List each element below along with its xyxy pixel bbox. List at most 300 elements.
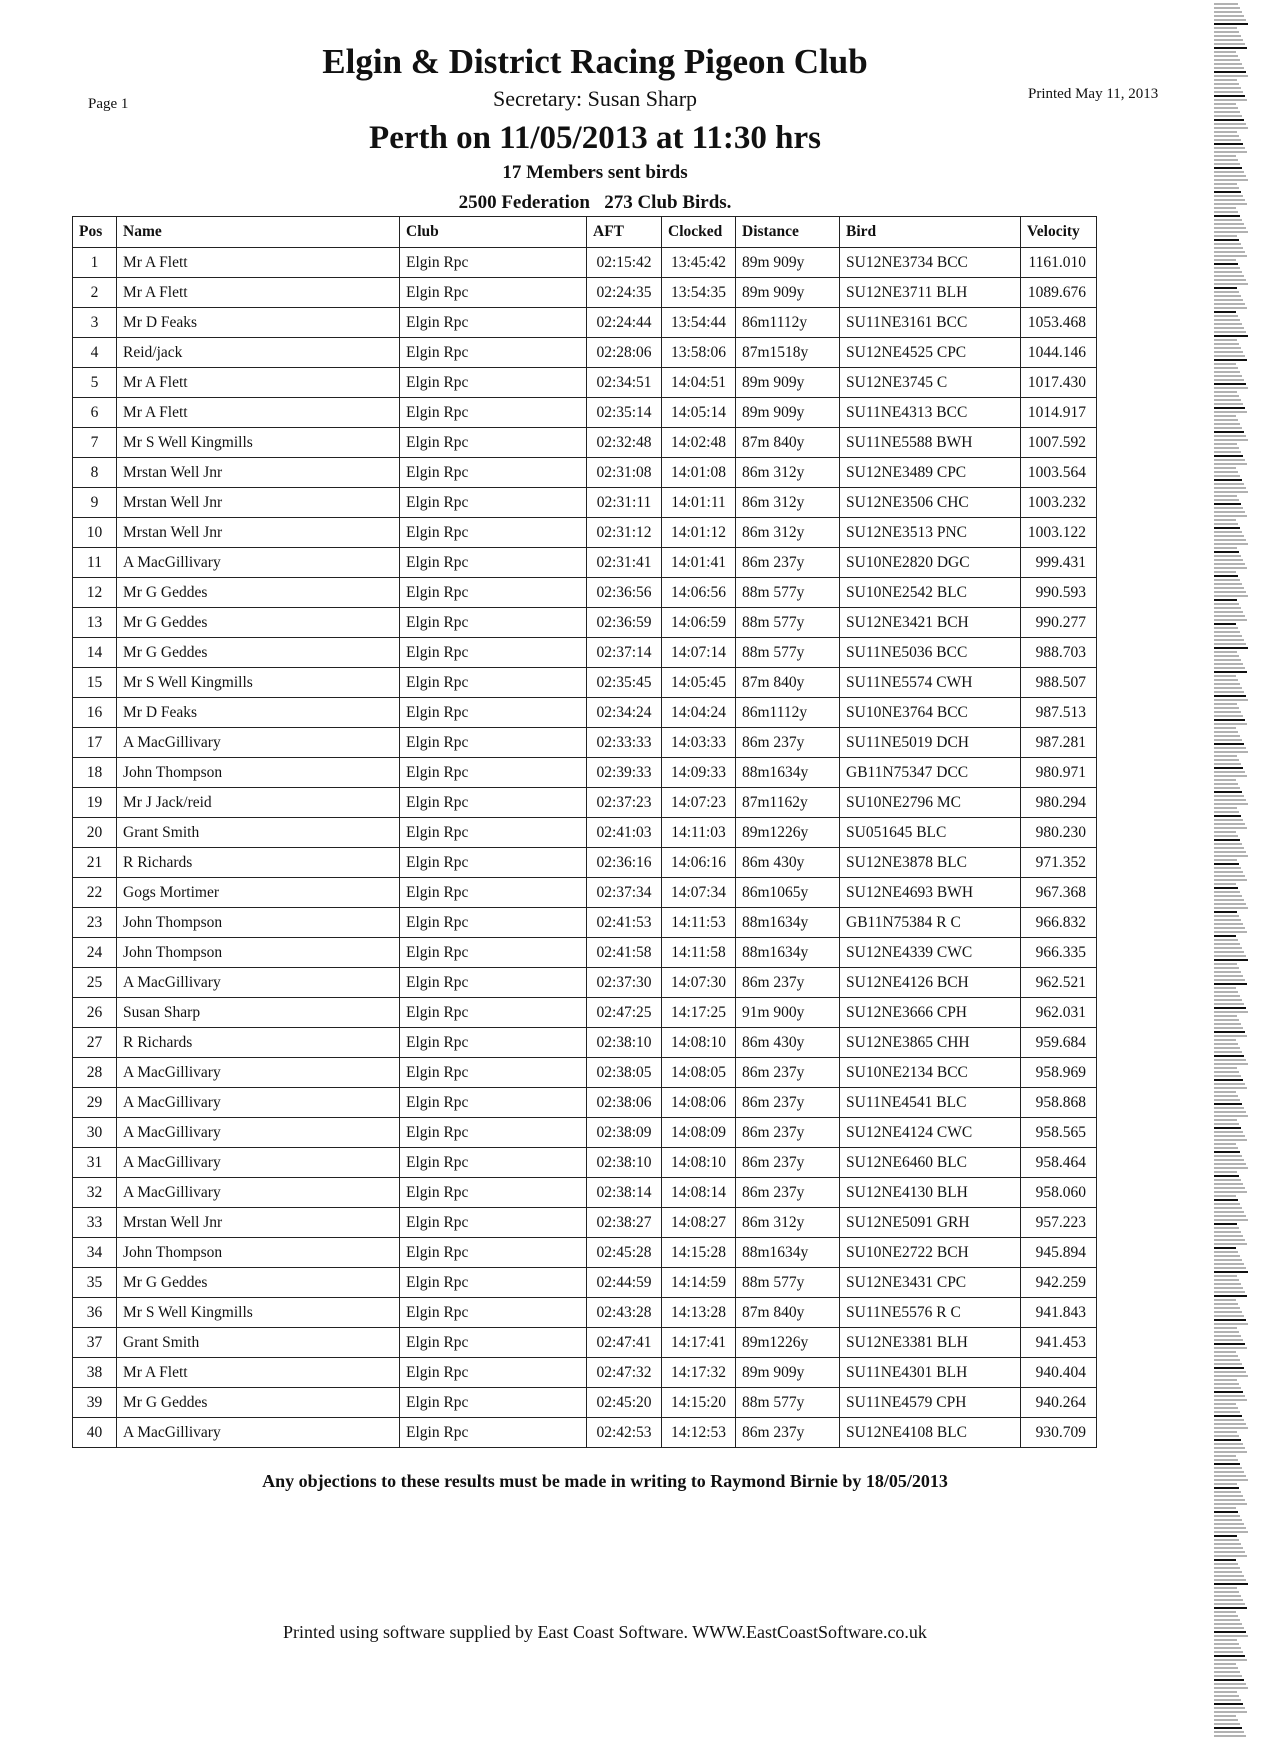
cell-pos: 6 [73,398,117,428]
cell-bird: SU12NE3865 CHH [840,1028,1021,1058]
cell-distance: 89m 909y [736,1358,840,1388]
cell-velocity: 962.031 [1021,998,1097,1028]
cell-clocked: 14:08:27 [662,1208,736,1238]
cell-clocked: 14:11:03 [662,818,736,848]
cell-pos: 19 [73,788,117,818]
cell-pos: 12 [73,578,117,608]
cell-velocity: 958.868 [1021,1088,1097,1118]
cell-clocked: 14:01:11 [662,488,736,518]
cell-velocity: 959.684 [1021,1028,1097,1058]
cell-aft: 02:42:53 [587,1418,662,1448]
cell-bird: SU12NE4126 BCH [840,968,1021,998]
table-row [73,278,1097,308]
cell-clocked: 14:05:45 [662,668,736,698]
cell-aft: 02:43:28 [587,1298,662,1328]
members-line: 17 Members sent birds [502,162,688,183]
cell-aft: 02:37:23 [587,788,662,818]
club-title: Elgin & District Racing Pigeon Club [322,42,868,81]
cell-aft: 02:37:14 [587,638,662,668]
table-row [73,938,1097,968]
cell-clocked: 14:15:28 [662,1238,736,1268]
header-velocity: Velocity [1021,217,1097,248]
cell-club: Elgin Rpc [400,1118,587,1148]
cell-name: Susan Sharp [117,998,400,1028]
cell-distance: 88m1634y [736,758,840,788]
cell-clocked: 14:08:09 [662,1118,736,1148]
cell-aft: 02:38:10 [587,1148,662,1178]
cell-distance: 86m 237y [736,728,840,758]
table-header-row [73,217,1097,248]
cell-velocity: 941.843 [1021,1298,1097,1328]
cell-bird: SU11NE3161 BCC [840,308,1021,338]
cell-aft: 02:15:42 [587,248,662,278]
cell-velocity: 988.703 [1021,638,1097,668]
cell-bird: SU12NE6460 BLC [840,1148,1021,1178]
cell-distance: 88m 577y [736,578,840,608]
cell-aft: 02:33:33 [587,728,662,758]
cell-name: Mr J Jack/reid [117,788,400,818]
cell-bird: SU11NE5036 BCC [840,638,1021,668]
cell-clocked: 14:05:14 [662,398,736,428]
cell-distance: 88m 577y [736,638,840,668]
cell-name: Mr G Geddes [117,1268,400,1298]
cell-pos: 36 [73,1298,117,1328]
cell-velocity: 1044.146 [1021,338,1097,368]
cell-clocked: 14:17:41 [662,1328,736,1358]
cell-clocked: 14:09:33 [662,758,736,788]
cell-distance: 88m1634y [736,908,840,938]
cell-pos: 13 [73,608,117,638]
table-row [73,248,1097,278]
cell-pos: 39 [73,1388,117,1418]
cell-clocked: 14:06:56 [662,578,736,608]
cell-aft: 02:38:27 [587,1208,662,1238]
cell-velocity: 971.352 [1021,848,1097,878]
cell-name: Mr G Geddes [117,1388,400,1418]
cell-clocked: 14:08:10 [662,1028,736,1058]
cell-bird: SU11NE5574 CWH [840,668,1021,698]
cell-name: Mr G Geddes [117,578,400,608]
cell-clocked: 14:08:14 [662,1178,736,1208]
cell-pos: 23 [73,908,117,938]
table-row [73,1358,1097,1388]
cell-clocked: 14:15:20 [662,1388,736,1418]
cell-clocked: 14:17:25 [662,998,736,1028]
cell-aft: 02:47:32 [587,1358,662,1388]
cell-name: John Thompson [117,758,400,788]
cell-pos: 4 [73,338,117,368]
cell-pos: 10 [73,518,117,548]
table-row [73,1028,1097,1058]
table-row [73,1298,1097,1328]
cell-velocity: 966.335 [1021,938,1097,968]
cell-name: Mr D Feaks [117,698,400,728]
cell-bird: SU11NE5019 DCH [840,728,1021,758]
cell-pos: 21 [73,848,117,878]
table-row [73,818,1097,848]
cell-aft: 02:41:03 [587,818,662,848]
cell-velocity: 980.971 [1021,758,1097,788]
cell-clocked: 14:07:30 [662,968,736,998]
cell-distance: 88m1634y [736,1238,840,1268]
cell-club: Elgin Rpc [400,1148,587,1178]
cell-distance: 86m 237y [736,1058,840,1088]
table-row [73,848,1097,878]
cell-aft: 02:38:09 [587,1118,662,1148]
cell-aft: 02:45:28 [587,1238,662,1268]
cell-club: Elgin Rpc [400,488,587,518]
cell-distance: 89m 909y [736,278,840,308]
cell-velocity: 942.259 [1021,1268,1097,1298]
cell-distance: 86m1112y [736,698,840,728]
cell-bird: SU12NE4693 BWH [840,878,1021,908]
cell-velocity: 1053.468 [1021,308,1097,338]
cell-distance: 86m 237y [736,1118,840,1148]
race-title: Perth on 11/05/2013 at 11:30 hrs [369,120,821,156]
cell-distance: 86m 312y [736,488,840,518]
cell-distance: 87m1162y [736,788,840,818]
table-row [73,608,1097,638]
cell-pos: 7 [73,428,117,458]
cell-velocity: 958.565 [1021,1118,1097,1148]
table-row [73,518,1097,548]
cell-clocked: 14:08:05 [662,1058,736,1088]
cell-aft: 02:35:45 [587,668,662,698]
cell-bird: SU12NE3878 BLC [840,848,1021,878]
table-row [73,1418,1097,1448]
cell-club: Elgin Rpc [400,338,587,368]
page-number: Page 1 [88,96,129,112]
cell-clocked: 13:45:42 [662,248,736,278]
cell-bird: SU11NE5576 R C [840,1298,1021,1328]
cell-name: Grant Smith [117,818,400,848]
cell-pos: 15 [73,668,117,698]
cell-name: Grant Smith [117,1328,400,1358]
cell-velocity: 941.453 [1021,1328,1097,1358]
cell-club: Elgin Rpc [400,278,587,308]
cell-clocked: 14:01:41 [662,548,736,578]
cell-distance: 88m1634y [736,938,840,968]
cell-pos: 37 [73,1328,117,1358]
cell-name: A MacGillivary [117,1148,400,1178]
objections-note: Any objections to these results must be made in writing to Raymond Birnie by 18/05/2013 [262,1471,948,1491]
cell-name: Mrstan Well Jnr [117,1208,400,1238]
cell-velocity: 1007.592 [1021,428,1097,458]
cell-velocity: 987.281 [1021,728,1097,758]
cell-bird: SU10NE2796 MC [840,788,1021,818]
cell-bird: SU11NE4579 CPH [840,1388,1021,1418]
table-row [73,758,1097,788]
cell-velocity: 958.969 [1021,1058,1097,1088]
cell-distance: 86m 237y [736,968,840,998]
cell-distance: 87m 840y [736,668,840,698]
cell-club: Elgin Rpc [400,968,587,998]
cell-pos: 20 [73,818,117,848]
cell-aft: 02:35:14 [587,398,662,428]
cell-club: Elgin Rpc [400,578,587,608]
cell-aft: 02:28:06 [587,338,662,368]
table-row [73,578,1097,608]
cell-distance: 88m 577y [736,1268,840,1298]
table-row [73,1328,1097,1358]
cell-pos: 38 [73,1358,117,1388]
table-row [73,488,1097,518]
cell-aft: 02:37:30 [587,968,662,998]
cell-velocity: 945.894 [1021,1238,1097,1268]
cell-bird: SU12NE3745 C [840,368,1021,398]
cell-clocked: 14:12:53 [662,1418,736,1448]
cell-club: Elgin Rpc [400,1178,587,1208]
cell-bird: SU12NE4339 CWC [840,938,1021,968]
cell-name: A MacGillivary [117,968,400,998]
table-row [73,1268,1097,1298]
cell-bird: SU12NE4124 CWC [840,1118,1021,1148]
cell-name: A MacGillivary [117,1118,400,1148]
cell-clocked: 14:06:16 [662,848,736,878]
cell-velocity: 958.060 [1021,1178,1097,1208]
cell-velocity: 988.507 [1021,668,1097,698]
cell-club: Elgin Rpc [400,848,587,878]
cell-velocity: 999.431 [1021,548,1097,578]
cell-club: Elgin Rpc [400,908,587,938]
cell-club: Elgin Rpc [400,1268,587,1298]
cell-name: Mr A Flett [117,278,400,308]
cell-pos: 16 [73,698,117,728]
cell-aft: 02:38:06 [587,1088,662,1118]
table-row [73,638,1097,668]
cell-bird: SU10NE2722 BCH [840,1238,1021,1268]
cell-bird: SU12NE3734 BCC [840,248,1021,278]
cell-club: Elgin Rpc [400,728,587,758]
cell-bird: SU12NE3513 PNC [840,518,1021,548]
cell-club: Elgin Rpc [400,1358,587,1388]
cell-name: John Thompson [117,908,400,938]
cell-clocked: 14:13:28 [662,1298,736,1328]
cell-clocked: 14:07:23 [662,788,736,818]
table-row [73,308,1097,338]
secretary-line: Secretary: Susan Sharp [492,86,698,111]
cell-distance: 88m 577y [736,1388,840,1418]
table-row [73,368,1097,398]
cell-velocity: 980.294 [1021,788,1097,818]
cell-clocked: 14:08:10 [662,1148,736,1178]
cell-pos: 2 [73,278,117,308]
cell-pos: 3 [73,308,117,338]
cell-name: Mrstan Well Jnr [117,458,400,488]
binder-edge [1206,0,1275,1740]
cell-pos: 26 [73,998,117,1028]
cell-velocity: 980.230 [1021,818,1097,848]
cell-pos: 28 [73,1058,117,1088]
cell-club: Elgin Rpc [400,998,587,1028]
cell-distance: 86m 237y [736,548,840,578]
cell-aft: 02:36:56 [587,578,662,608]
cell-bird: SU11NE4541 BLC [840,1088,1021,1118]
cell-club: Elgin Rpc [400,308,587,338]
cell-club: Elgin Rpc [400,938,587,968]
table-row [73,908,1097,938]
cell-distance: 86m1112y [736,308,840,338]
header-distance: Distance [736,217,840,248]
cell-pos: 27 [73,1028,117,1058]
cell-aft: 02:31:41 [587,548,662,578]
cell-distance: 89m1226y [736,1328,840,1358]
cell-aft: 02:47:41 [587,1328,662,1358]
cell-club: Elgin Rpc [400,1028,587,1058]
cell-clocked: 14:07:34 [662,878,736,908]
cell-distance: 86m 312y [736,518,840,548]
cell-distance: 89m1226y [736,818,840,848]
cell-name: A MacGillivary [117,1418,400,1448]
table-row [73,998,1097,1028]
cell-distance: 86m 237y [736,1178,840,1208]
cell-name: A MacGillivary [117,1178,400,1208]
table-row [73,968,1097,998]
cell-aft: 02:38:10 [587,1028,662,1058]
cell-pos: 18 [73,758,117,788]
cell-distance: 86m 430y [736,1028,840,1058]
cell-bird: SU12NE4108 BLC [840,1418,1021,1448]
table-row [73,788,1097,818]
cell-name: Mr S Well Kingmills [117,668,400,698]
cell-aft: 02:31:08 [587,458,662,488]
cell-name: John Thompson [117,938,400,968]
cell-bird: SU11NE5588 BWH [840,428,1021,458]
cell-pos: 25 [73,968,117,998]
cell-aft: 02:31:11 [587,488,662,518]
cell-velocity: 1014.917 [1021,398,1097,428]
cell-bird: SU10NE2134 BCC [840,1058,1021,1088]
cell-bird: SU12NE4525 CPC [840,338,1021,368]
header-name: Name [117,217,400,248]
cell-clocked: 13:58:06 [662,338,736,368]
cell-club: Elgin Rpc [400,1328,587,1358]
cell-aft: 02:44:59 [587,1268,662,1298]
cell-name: Gogs Mortimer [117,878,400,908]
cell-velocity: 930.709 [1021,1418,1097,1448]
cell-club: Elgin Rpc [400,608,587,638]
cell-velocity: 1017.430 [1021,368,1097,398]
cell-clocked: 13:54:35 [662,278,736,308]
table-row [73,1088,1097,1118]
cell-name: Mr A Flett [117,1358,400,1388]
table-row [73,878,1097,908]
cell-club: Elgin Rpc [400,1238,587,1268]
cell-bird: SU12NE3506 CHC [840,488,1021,518]
table-row [73,1238,1097,1268]
cell-club: Elgin Rpc [400,638,587,668]
cell-pos: 35 [73,1268,117,1298]
cell-name: R Richards [117,1028,400,1058]
cell-name: R Richards [117,848,400,878]
cell-distance: 89m 909y [736,248,840,278]
cell-club: Elgin Rpc [400,818,587,848]
cell-distance: 86m 237y [736,1088,840,1118]
software-footer: Printed using software supplied by East Coast Software. WWW.EastCoastSoftware.co.uk [283,1622,927,1642]
cell-pos: 22 [73,878,117,908]
cell-pos: 5 [73,368,117,398]
cell-club: Elgin Rpc [400,1208,587,1238]
cell-aft: 02:38:14 [587,1178,662,1208]
cell-distance: 89m 909y [736,368,840,398]
cell-aft: 02:36:16 [587,848,662,878]
cell-aft: 02:34:24 [587,698,662,728]
table-row [73,548,1097,578]
cell-name: Reid/jack [117,338,400,368]
header-bird: Bird [840,217,1021,248]
cell-pos: 24 [73,938,117,968]
cell-velocity: 958.464 [1021,1148,1097,1178]
cell-name: Mr A Flett [117,248,400,278]
cell-clocked: 14:11:58 [662,938,736,968]
cell-club: Elgin Rpc [400,668,587,698]
cell-club: Elgin Rpc [400,428,587,458]
header-club: Club [400,217,587,248]
cell-aft: 02:38:05 [587,1058,662,1088]
cell-club: Elgin Rpc [400,758,587,788]
cell-distance: 89m 909y [736,398,840,428]
cell-club: Elgin Rpc [400,248,587,278]
cell-velocity: 966.832 [1021,908,1097,938]
cell-name: Mr A Flett [117,368,400,398]
table-row [73,1058,1097,1088]
cell-velocity: 962.521 [1021,968,1097,998]
cell-bird: SU10NE3764 BCC [840,698,1021,728]
cell-name: Mrstan Well Jnr [117,518,400,548]
cell-club: Elgin Rpc [400,788,587,818]
cell-club: Elgin Rpc [400,878,587,908]
cell-aft: 02:24:35 [587,278,662,308]
cell-distance: 87m 840y [736,1298,840,1328]
cell-velocity: 1003.564 [1021,458,1097,488]
cell-clocked: 14:17:32 [662,1358,736,1388]
cell-aft: 02:39:33 [587,758,662,788]
table-row [73,668,1097,698]
cell-clocked: 14:01:12 [662,518,736,548]
table-row [73,1118,1097,1148]
cell-bird: GB11N75347 DCC [840,758,1021,788]
cell-distance: 86m 237y [736,1418,840,1448]
table-row [73,458,1097,488]
cell-velocity: 990.277 [1021,608,1097,638]
cell-pos: 30 [73,1118,117,1148]
cell-name: Mr S Well Kingmills [117,1298,400,1328]
cell-name: A MacGillivary [117,728,400,758]
cell-bird: SU10NE2542 BLC [840,578,1021,608]
cell-pos: 11 [73,548,117,578]
cell-aft: 02:45:20 [587,1388,662,1418]
cell-club: Elgin Rpc [400,398,587,428]
cell-club: Elgin Rpc [400,1058,587,1088]
cell-name: Mr S Well Kingmills [117,428,400,458]
cell-distance: 91m 900y [736,998,840,1028]
cell-pos: 34 [73,1238,117,1268]
cell-velocity: 1161.010 [1021,248,1097,278]
table-row [73,338,1097,368]
cell-clocked: 13:54:44 [662,308,736,338]
cell-aft: 02:41:58 [587,938,662,968]
cell-club: Elgin Rpc [400,458,587,488]
cell-pos: 14 [73,638,117,668]
cell-bird: SU11NE4313 BCC [840,398,1021,428]
cell-clocked: 14:04:51 [662,368,736,398]
cell-bird: SU10NE2820 DGC [840,548,1021,578]
results-table [72,216,1097,1448]
cell-clocked: 14:08:06 [662,1088,736,1118]
cell-bird: SU12NE3711 BLH [840,278,1021,308]
table-row [73,1388,1097,1418]
cell-clocked: 14:04:24 [662,698,736,728]
